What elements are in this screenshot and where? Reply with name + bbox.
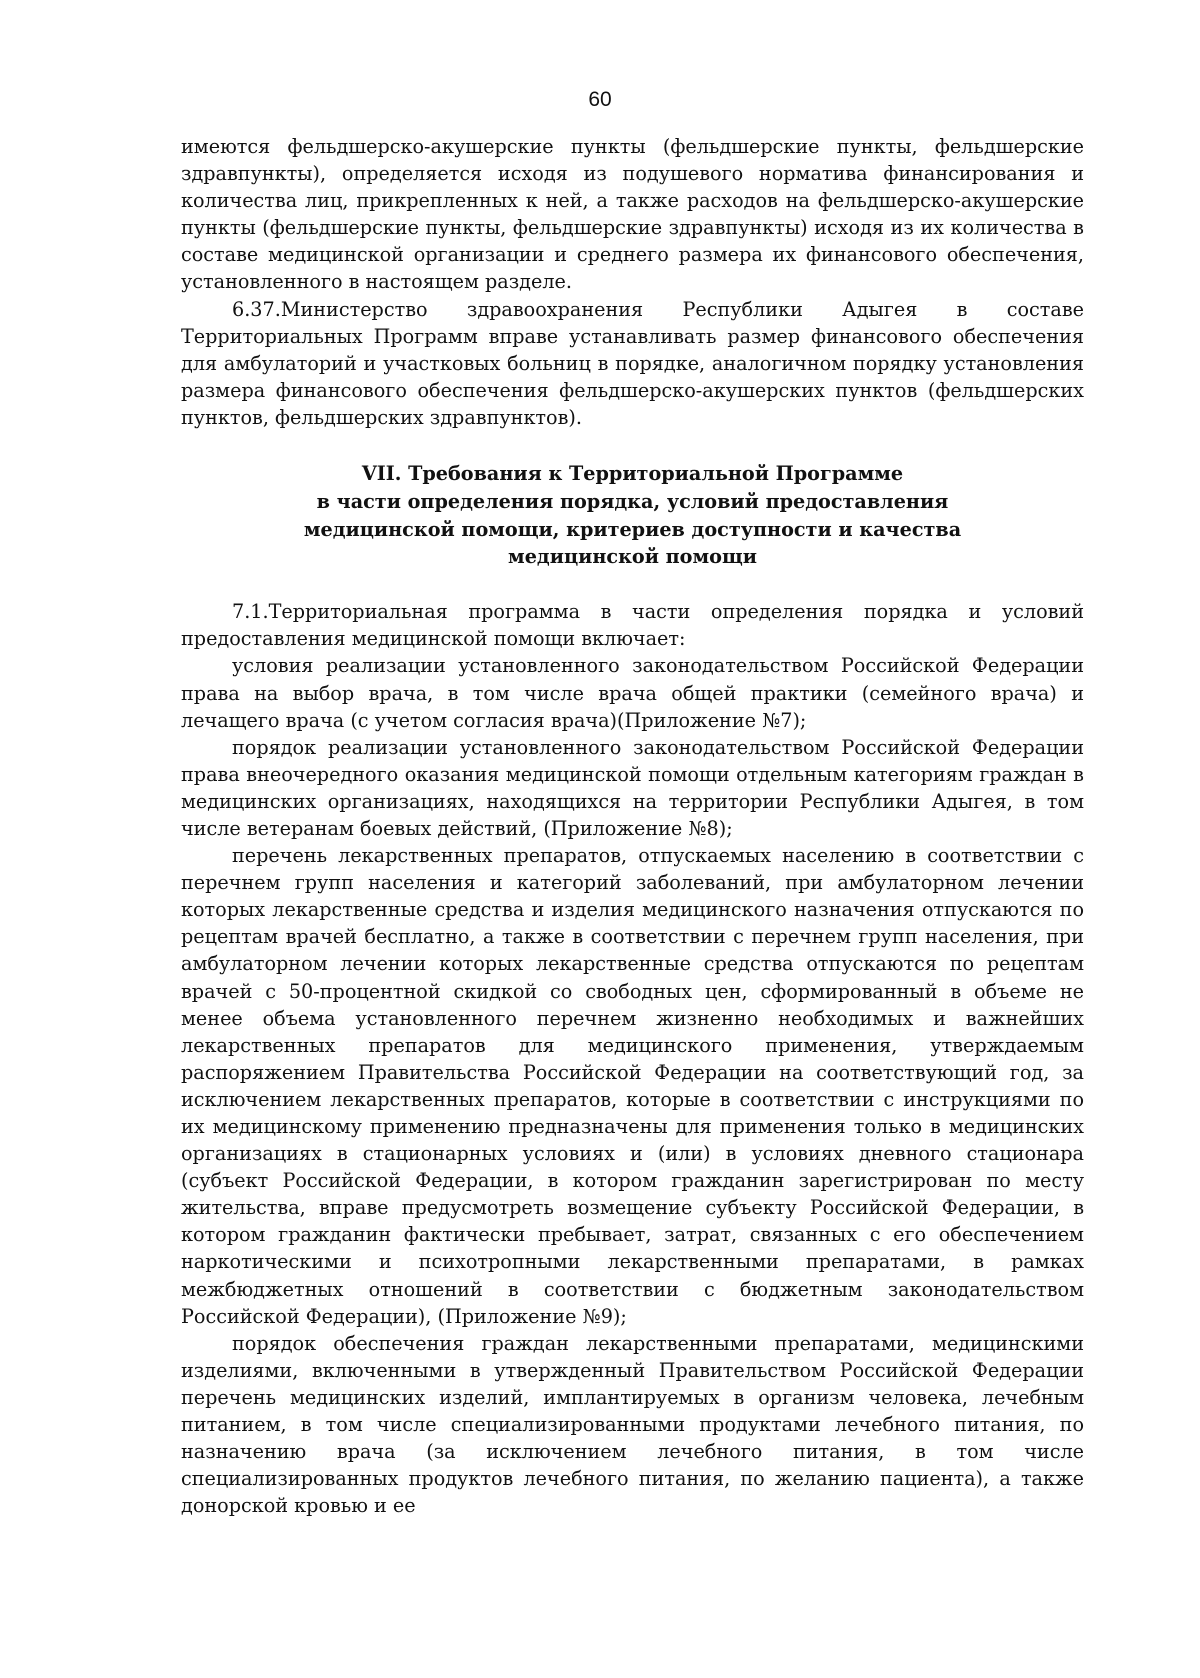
paragraph-appendix-8: порядок реализации установленного законодательством Российской Федерации права внеочередного оказания медицинской помощи отдельным категориям граждан в медицинских организациях, находящихся на территории Республики Адыгея, в том числе ветеранам боевых действий, (Приложение №8);: [181, 735, 1084, 840]
section-heading-vii: [181, 460, 1084, 571]
paragraph: имеются фельдшерско-акушерские пункты (фельдшерские пункты, фельдшерские здравпункты), определяется исходя из подушевого норматива финансирования и количества лиц, прикрепленных к ней, а также расходов на фельдшерско-акушерские пункты (фельдшерские пункты, фельдшерские здравпункты) исходя из их количества в составе медицинской организации и среднего размера их финансового обеспечения, установленного в настоящем разделе.: [181, 135, 1084, 294]
paragraph-appendix-7: условия реализации установленного законодательством Российской Федерации права на выбор врача, в том числе врача общей практики (семейного врача) и лечащего врача (с учетом согласия врача)(Приложение №7);: [181, 654, 1084, 732]
paragraph-appendix-9: перечень лекарственных препаратов, отпускаемых населению в соответствии с перечнем групп населения и категорий заболеваний, при амбулаторном лечении которых лекарственные средства и изделия медицинского назначения отпускаются по рецептам врачей бесплатно, а также в соответствии с перечнем групп населения, при амбулаторном лечении которых лекарственные средства отпускаются по рецептам врачей с 50-процентной скидкой со свободных цен, сформированный в объеме не менее объема установленного перечнем жизненно необходимых и важнейших лекарственных препаратов для медицинского применения, утверждаемым распоряжением Правительства Российской Федерации на соответствующий год, за исключением лекарственных препаратов, которые в соответствии с инструкциями по их медицинскому применению предназначены для применения только в медицинских организациях в стационарных условиях и (или) в условиях дневного стационара (субъект Российской Федерации, в котором гражданин зарегистрирован по месту жительства, вправе предусмотреть возмещение субъекту Российской Федерации, в котором гражданин фактически пребывает, затрат, связанных с его обеспечением наркотическими и психотропными лекарственными препаратами, в рамках межбюджетных отношений в соответствии с бюджетным законодательством Российской Федерации), (Приложение №9);: [181, 844, 1084, 1328]
heading-line: медицинской помощи: [508, 545, 757, 569]
document-body: [181, 133, 1084, 1519]
paragraph-6-37: 6.37.Министерство здравоохранения Республики Адыгея в составе Территориальных Программ вправе устанавливать размер финансового обеспечения для амбулаторий и участковых больниц в порядке, аналогичном порядку установления размера финансового обеспечения фельдшерско-акушерских пунктов (фельдшерских пунктов, фельдшерских здравпунктов).: [181, 297, 1084, 429]
paragraph-7-1: 7.1.Территориальная программа в части определения порядка и условий предоставления медицинской помощи включает:: [181, 600, 1084, 651]
paragraph-medication-supply: порядок обеспечения граждан лекарственными препаратами, медицинскими изделиями, включенными в утвержденный Правительством Российской Федерации перечень медицинских изделий, имплантируемых в организм человека, лечебным питанием, в том числе специализированными продуктами лечебного питания, по назначению врача (за исключением лечебного питания, в том числе специализированных продуктов лечебного питания, по желанию пациента), а также донорской кровью и ее: [181, 1331, 1084, 1518]
heading-line: в части определения порядка, условий предоставления: [316, 489, 949, 513]
page-number: 60: [588, 88, 612, 111]
heading-line: VII. Требования к Территориальной Программе: [361, 462, 904, 486]
heading-line: медицинской помощи, критериев доступности и качества: [303, 517, 962, 541]
